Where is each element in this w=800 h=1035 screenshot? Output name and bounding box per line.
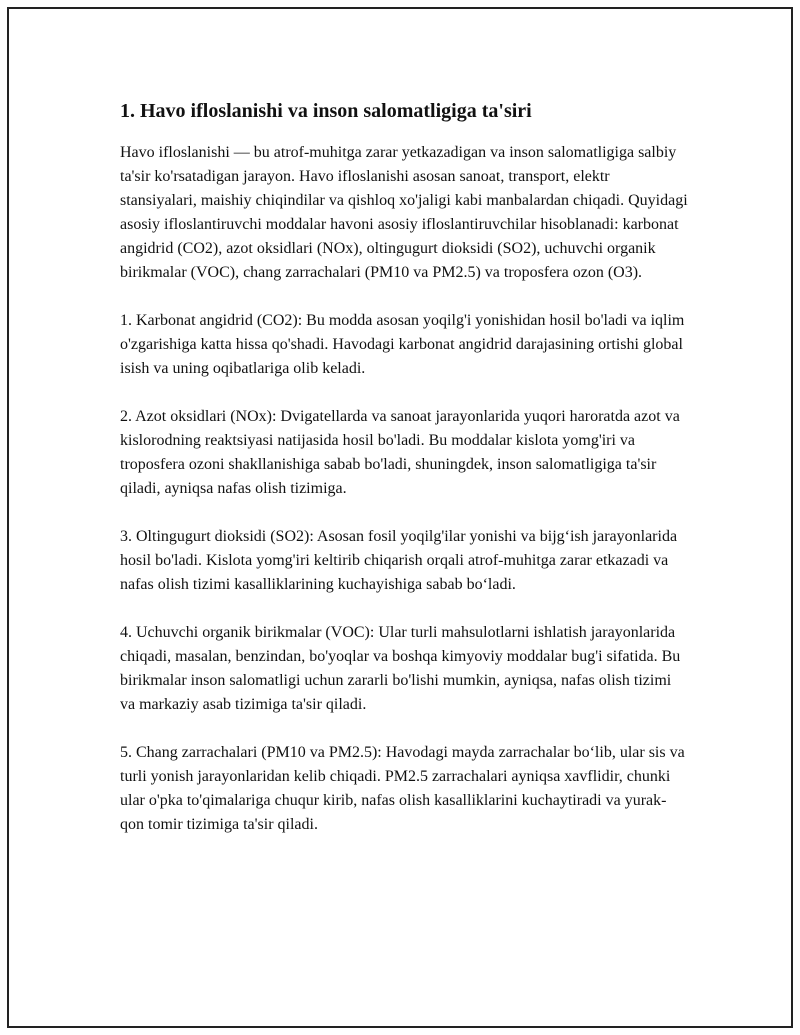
paragraph-co2: 1. Karbonat angidrid (CO2): Bu modda asosan yoqilg'i yonishidan hosil bo'ladi va iqlim o'zgarishiga katta hissa qo'shadi. Havodagi karbonat angidrid darajasining ortishi global isish va uning oqibatlariga olib keladi. [120,312,685,377]
section-title: 1. Havo ifloslanishi va inson salomatligiga ta'siri [120,100,532,122]
paragraph-nox: 2. Azot oksidlari (NOx): Dvigatellarda va sanoat jarayonlarida yuqori haroratda azot va kislorodning reaktsiyasi natijasida hosil bo'ladi. Bu moddalar kislota yomg'iri va troposfera ozoni shakllanishiga sabab bo'ladi, shuningdek, inson salomatligiga ta'sir qiladi, ayniqsa nafas olish tizimiga. [120,408,680,497]
document-body [120,99,690,861]
paragraph-voc: 4. Uchuvchi organik birikmalar (VOC): Ular turli mahsulotlarni ishlatish jarayonlarida chiqadi, masalan, benzindan, bo'yoqlar va boshqa kimyoviy moddalar bug'i sifatida. Bu birikmalar inson salomatligi uchun zararli bo'lishi mumkin, ayniqsa, nafas olish tizimi va markaziy asab tizimiga ta'sir qiladi. [120,624,681,713]
document-page [7,7,793,1028]
intro-paragraph: Havo ifloslanishi — bu atrof-muhitga zarar yetkazadigan va inson salomatligiga salbiy ta'sir ko'rsatadigan jarayon. Havo ifloslanishi asosan sanoat, transport, elektr stansiyalari, maishiy chiqindilar va qishloq xo'jaligi kabi manbalardan chiqadi. Quyidagi asosiy ifloslantiruvchi moddalar havoni asosiy ifloslantiruvchilar hisoblanadi: karbonat angidrid (CO2), azot oksidlari (NOx), oltingugurt dioksidi (SO2), uchuvchi organik birikmalar (VOC), chang zarrachalari (PM10 va PM2.5) va troposfera ozon (O3). [120,144,688,281]
paragraph-pm: 5. Chang zarrachalari (PM10 va PM2.5): Havodagi mayda zarrachalar bo‘lib, ular sis va turli yonish jarayonlaridan kelib chiqadi. PM2.5 zarrachalari ayniqsa xavflidir, chunki ular o'pka to'qimalariga chuqur kirib, nafas olish kasalliklarini kuchaytiradi va yurak-qon tomir tizimiga ta'sir qiladi. [120,744,685,833]
paragraph-so2: 3. Oltingugurt dioksidi (SO2): Asosan fosil yoqilg'ilar yonishi va bijg‘ish jarayonlarida hosil bo'ladi. Kislota yomg'iri keltirib chiqarish orqali atrof-muhitga zarar etkazadi va nafas olish tizimi kasalliklarining kuchayishiga sabab bo‘ladi. [120,528,678,593]
